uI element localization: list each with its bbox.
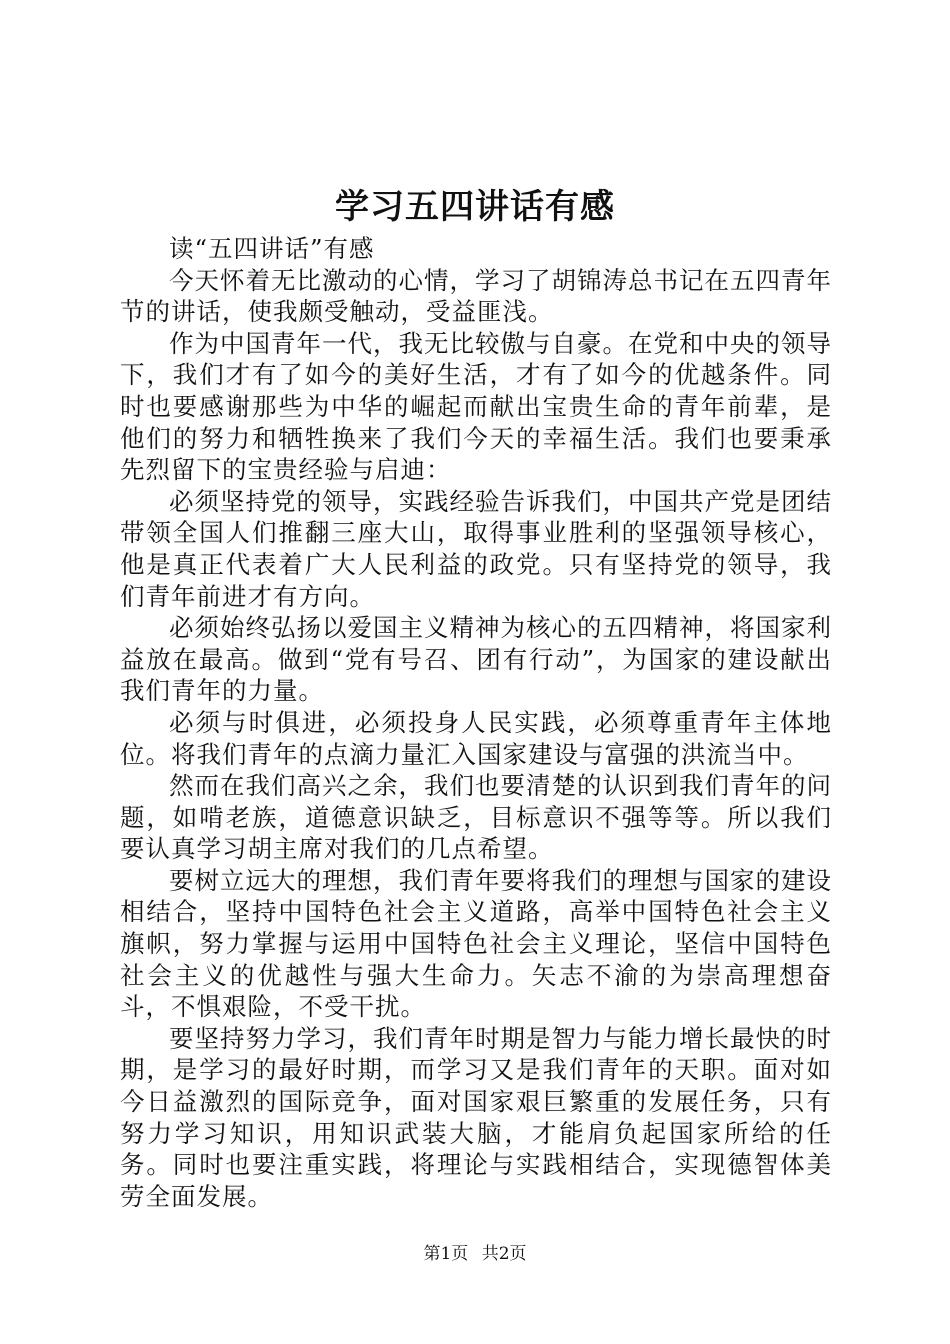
paragraph: 必须与时俱进，必须投身人民实践，必须尊重青年主体地位。将我们青年的点滴力量汇入国家建设与富强的洪流当中。 xyxy=(120,707,832,769)
paragraph: 要坚持努力学习，我们青年时期是智力与能力增长最快的时期，是学习的最好时期，而学习又是我们青年的天职。面对如今日益激烈的国际竞争，面对国家艰巨繁重的发展任务，只有努力学习知识，用知识武装大脑，才能肩负起国家所给的任务。同时也要注重实践，将理论与实践相结合，实现德智体美劳全面发展。 xyxy=(120,1023,832,1211)
paragraph: 今天怀着无比激动的心情，学习了胡锦涛总书记在五四青年节的讲话，使我颇受触动，受益匪浅。 xyxy=(120,265,832,327)
paragraph: 必须坚持党的领导，实践经验告诉我们，中国共产党是团结带领全国人们推翻三座大山，取得事业胜利的坚强领导核心，他是真正代表着广大人民利益的政党。只有坚持党的领导，我们青年前进才有方向。 xyxy=(120,486,832,611)
document-body xyxy=(120,233,832,1212)
paragraph: 作为中国青年一代，我无比较傲与自豪。在党和中央的领导下，我们才有了如今的美好生活，才有了如今的优越条件。同时也要感谢那些为中华的崛起而献出宝贵生命的青年前辈，是他们的努力和牺牲换来了我们今天的幸福生活。我们也要秉承先烈留下的宝贵经验与启迪： xyxy=(120,328,832,485)
document-title: 学习五四讲话有感 xyxy=(335,187,615,227)
paragraph: 读“五四讲话”有感 xyxy=(169,234,375,263)
paragraph: 必须始终弘扬以爱国主义精神为核心的五四精神，将国家利益放在最高。做到“党有号召、团有行动”，为国家的建设献出我们青年的力量。 xyxy=(120,613,832,706)
page-number: 第1页 xyxy=(423,1244,469,1264)
paragraph: 然而在我们高兴之余，我们也要清楚的认识到我们青年的问题，如啃老族，道德意识缺乏，目标意识不强等等。所以我们要认真学习胡主席对我们的几点希望。 xyxy=(120,771,832,864)
page-footer xyxy=(0,1242,950,1266)
paragraph: 要树立远大的理想，我们青年要将我们的理想与国家的建设相结合，坚持中国特色社会主义道路，高举中国特色社会主义旗帜，努力掌握与运用中国特色社会主义理论，坚信中国特色社会主义的优越性与强大生命力。矢志不渝的为崇高理想奋斗，不惧艰险，不受干扰。 xyxy=(120,865,832,1022)
page-total: 共2页 xyxy=(481,1244,527,1264)
